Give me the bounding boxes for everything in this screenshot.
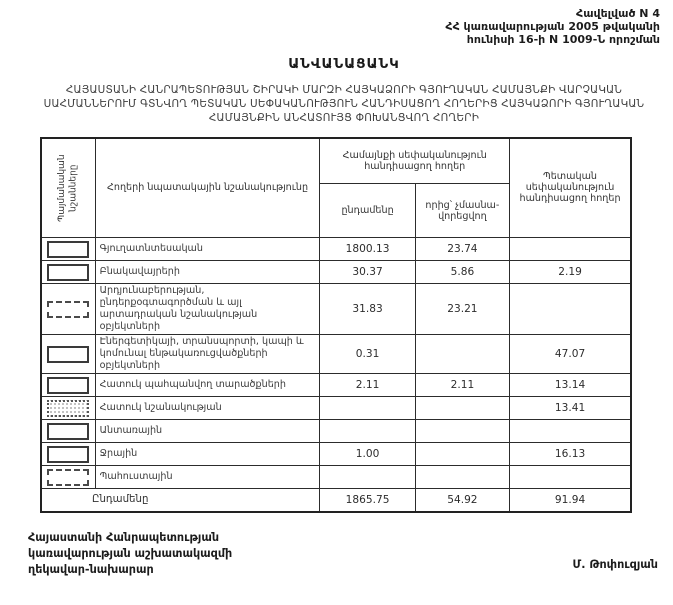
legend-swatch-icon: [47, 469, 89, 486]
state-cell: [510, 420, 631, 443]
signatory-position: [28, 530, 232, 579]
total-cell: 1.00: [320, 443, 415, 466]
table-row: [41, 374, 631, 397]
table-row: [41, 261, 631, 284]
total-row-label: Ընդամենը: [41, 489, 320, 512]
header-purpose: Հողերի նպատակային նշանակությունը: [95, 138, 320, 238]
purpose-cell: Գյուղատնտեսական: [95, 238, 320, 261]
legend-swatch-icon: [47, 377, 89, 394]
total-row-nonprivatizable: 54.92: [415, 489, 509, 512]
table-row: [41, 420, 631, 443]
header-nonprivatizable: որից՝ չմասնա-վորեցվող: [415, 184, 509, 238]
footer-line-3: ղեկավար-նախարար: [28, 563, 154, 577]
annex-line-2: ՀՀ կառավարության 2005 թվականի: [445, 20, 660, 34]
nonprivatizable-cell: 5.86: [415, 261, 509, 284]
symbol-cell: [41, 261, 95, 284]
purpose-cell: Անտառային: [95, 420, 320, 443]
total-cell: [320, 466, 415, 489]
table-row: [41, 443, 631, 466]
state-cell: 2.19: [510, 261, 631, 284]
total-cell: 0.31: [320, 335, 415, 374]
page-title: ԱՆՎԱՆԱՑԱՆԿ: [288, 55, 400, 72]
total-cell: [320, 420, 415, 443]
purpose-cell: Էներգետիկայի, տրանսպորտի, կապի և կոմունալ ենթակառուցվածքների օբյեկտների: [95, 335, 320, 374]
table-row: [41, 335, 631, 374]
total-cell: [320, 397, 415, 420]
state-cell: [510, 284, 631, 335]
nonprivatizable-cell: 23.21: [415, 284, 509, 335]
nonprivatizable-cell: [415, 443, 509, 466]
table-row: [41, 397, 631, 420]
nonprivatizable-cell: [415, 397, 509, 420]
legend-swatch-icon: [47, 423, 89, 440]
annex-reference: [28, 7, 660, 47]
legend-swatch-icon: [47, 264, 89, 281]
table-row: [41, 284, 631, 335]
purpose-cell: Ջրային: [95, 443, 320, 466]
state-cell: 13.14: [510, 374, 631, 397]
table-header: [41, 138, 631, 238]
symbol-cell: [41, 284, 95, 335]
purpose-cell: Հատուկ նշանակության: [95, 397, 320, 420]
total-cell: 1800.13: [320, 238, 415, 261]
state-cell: 13.41: [510, 397, 631, 420]
header-total: ընդամենը: [320, 184, 415, 238]
header-state: Պետական սեփականություն հանդիսացող հողեր: [510, 138, 631, 238]
state-cell: [510, 466, 631, 489]
footer-line-1: Հայաստանի Հանրապետության: [28, 530, 220, 544]
table-total-row: [41, 489, 631, 512]
state-cell: [510, 238, 631, 261]
symbol-cell: [41, 443, 95, 466]
purpose-cell: Պահուստային: [95, 466, 320, 489]
land-transfer-table: [40, 137, 632, 513]
symbol-cell: [41, 238, 95, 261]
annex-line-3: հունիսի 16-ի N 1009-Ն որոշման: [466, 33, 660, 47]
header-symbol-label: Պայմանական նշանները: [57, 154, 79, 222]
legend-swatch-icon: [47, 241, 89, 258]
total-row-total: 1865.75: [320, 489, 415, 512]
symbol-cell: [41, 374, 95, 397]
state-cell: 47.07: [510, 335, 631, 374]
table-row: [41, 238, 631, 261]
legend-swatch-icon: [47, 446, 89, 463]
purpose-cell: Բնակավայրերի: [95, 261, 320, 284]
nonprivatizable-cell: 23.74: [415, 238, 509, 261]
symbol-cell: [41, 335, 95, 374]
total-cell: 31.83: [320, 284, 415, 335]
nonprivatizable-cell: 2.11: [415, 374, 509, 397]
nonprivatizable-cell: [415, 420, 509, 443]
purpose-cell: Հատուկ պահպանվող տարածքների: [95, 374, 320, 397]
annex-line-1: Հավելված N 4: [576, 7, 660, 20]
state-cell: 16.13: [510, 443, 631, 466]
legend-swatch-icon: [47, 400, 89, 417]
symbol-cell: [41, 466, 95, 489]
symbol-cell: [41, 420, 95, 443]
symbol-cell: [41, 397, 95, 420]
total-cell: 2.11: [320, 374, 415, 397]
legend-swatch-icon: [47, 301, 89, 318]
header-community-group: Համայնքի սեփականություն հանդիսացող հողեր: [320, 138, 510, 184]
total-row-state: 91.94: [510, 489, 631, 512]
total-cell: 30.37: [320, 261, 415, 284]
table-row: [41, 466, 631, 489]
nonprivatizable-cell: [415, 335, 509, 374]
footer-line-2: կառավարության աշխատակազմի: [28, 546, 233, 560]
purpose-cell: Արդյունաբերության, ընդերքօգտագործման և այլ արտադրական նշանակության օբյեկտների: [95, 284, 320, 335]
signatory-name: Մ. Թոփուզյան: [572, 558, 658, 572]
footer: [28, 530, 660, 579]
document-subtitle: ՀԱՅԱՍՏԱՆԻ ՀԱՆՐԱՊԵՏՈՒԹՅԱՆ ՇԻՐԱԿԻ ՄԱՐԶԻ ՀԱՅԿԱՁՈՐԻ ԳՅՈՒՂԱԿԱՆ ՀԱՄԱՅՆՔԻ ՎԱՐՉԱԿԱՆ ՍԱՀՄԱՆՆԵՐՈՒՄ ԳՏՆՎՈՂ ՊԵՏԱԿԱՆ ՍԵՓԱԿԱՆՈՒԹՅՈՒՆ ՀԱՆԴԻՍԱՑՈՂ ՀՈՂԵՐԻՑ ՀԱՅԿԱՁՈՐԻ ԳՅՈՒՂԱԿԱՆ ՀԱՄԱՅՆՔԻՆ ԱՆՀԱՏՈՒՅՑ ՓՈԽԱՆՑՎՈՂ ՀՈՂԵՐԻ: [43, 83, 645, 124]
header-symbol: [41, 138, 95, 238]
legend-swatch-icon: [47, 346, 89, 363]
nonprivatizable-cell: [415, 466, 509, 489]
